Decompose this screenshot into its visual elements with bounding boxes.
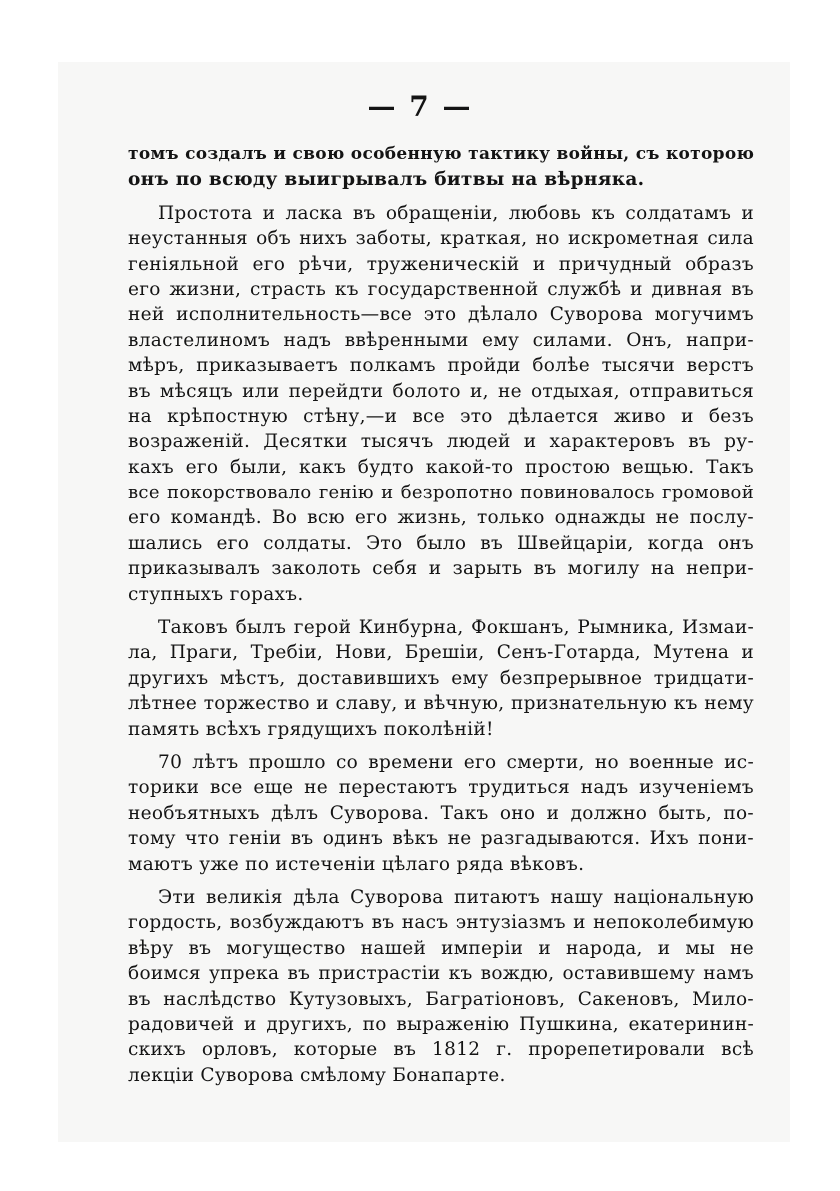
text-line: геніяльной его рѣчи, труженическій и причудный образъ [128,253,754,275]
text-line: приказывалъ заколоть себя и зарыть въ могилу на непри- [128,558,754,580]
paragraph-3 [128,615,754,742]
text-line: Таковъ былъ герой Кинбурна, Фокшанъ, Рымника, Измаи- [158,617,754,639]
text-line: шались его солдаты. Это было въ Швейцаріи, когда онъ [128,532,754,554]
text-line: 70 лѣтъ прошло со времени его смерти, но военные ис- [158,751,754,773]
text-line: на крѣпостную стѣну,—и все это дѣлается живо и безъ [128,405,754,427]
text-line: его жизни, страсть къ государственной службѣ и дивная въ [128,278,754,300]
text-line: ла, Праги, Требіи, Нови, Брешіи, Сенъ-Готарда, Мутена и [128,642,754,664]
text-line: маютъ уже по истеченіи цѣлаго ряда вѣковъ. [128,853,585,875]
text-line: его командѣ. Во всю его жизнь, только однажды не послу- [128,507,754,529]
text-line: радовичей и другихъ, по выраженію Пушкина, екатеринин- [128,1013,754,1035]
text-line: томъ создалъ и свою особенную тактику войны, съ которою [128,144,755,164]
body-text [128,142,754,1088]
text-line: лѣтнее торжество и славу, и вѣчную, признательную къ нему [128,693,754,715]
text-line: ней исполнительность—все это дѣлало Суворова могучимъ [128,304,754,326]
text-line: ступныхъ горахъ. [128,583,304,605]
paragraph-4 [128,750,754,877]
paragraph-1 [128,142,754,193]
text-line: все покорствовало генію и безропотно повиновалось громовой [128,482,754,504]
text-line: Простота и ласка въ обращеніи, любовь къ солдатамъ и [158,202,754,224]
paragraph-2 [128,201,754,607]
text-line: боимся упрека въ пристрастіи къ вождю, оставившему намъ [128,963,754,985]
text-line: необъятныхъ дѣлъ Суворова. Такъ оно и должно быть, по- [128,802,754,824]
text-line: вѣру въ могущество нашей имперіи и народа, и мы не [128,937,754,959]
text-line: кахъ его были, какъ будто какой-то простою вещью. Такъ [128,456,754,478]
text-line: память всѣхъ грядущихъ поколѣній! [128,718,494,740]
text-line: лекціи Суворова смѣлому Бонапарте. [128,1064,506,1086]
text-line: скихъ орловъ, которые въ 1812 г. прорепетировали всѣ [128,1039,754,1061]
text-line: гордость, возбуждаютъ въ насъ энтузіазмъ и непоколебимую [128,912,754,934]
text-line: властелиномъ надъ ввѣренными ему силами. Онъ, напри- [128,329,754,351]
text-line: возраженій. Десятки тысячъ людей и характеровъ въ ру- [128,431,754,453]
text-line: тому что геніи въ одинъ вѣкъ не разгадываются. Ихъ пони- [128,828,754,850]
text-line: Эти великія дѣла Суворова питаютъ нашу національную [158,886,754,908]
page-number: — 7 — [367,90,473,123]
text-line: въ наслѣдство Кутузовыхъ, Багратіоновъ, Сакеновъ, Мило- [128,988,754,1010]
paragraph-5 [128,885,754,1088]
text-line: другихъ мѣстъ, доставившихъ ему безпрерывное тридцати- [128,667,754,689]
text-line: неустанныя объ нихъ заботы, краткая, но искрометная сила [128,228,754,250]
text-line: мѣръ, приказываетъ полкамъ пройди болѣе тысячи верстъ [128,355,754,377]
text-line: торики все еще не перестаютъ трудиться надъ изученіемъ [128,777,754,799]
text-line: онъ по всюду выигрывалъ битвы на вѣрняка. [128,169,645,191]
text-line: въ мѣсяцъ или перейдти болото и, не отдыхая, отправиться [128,380,754,402]
